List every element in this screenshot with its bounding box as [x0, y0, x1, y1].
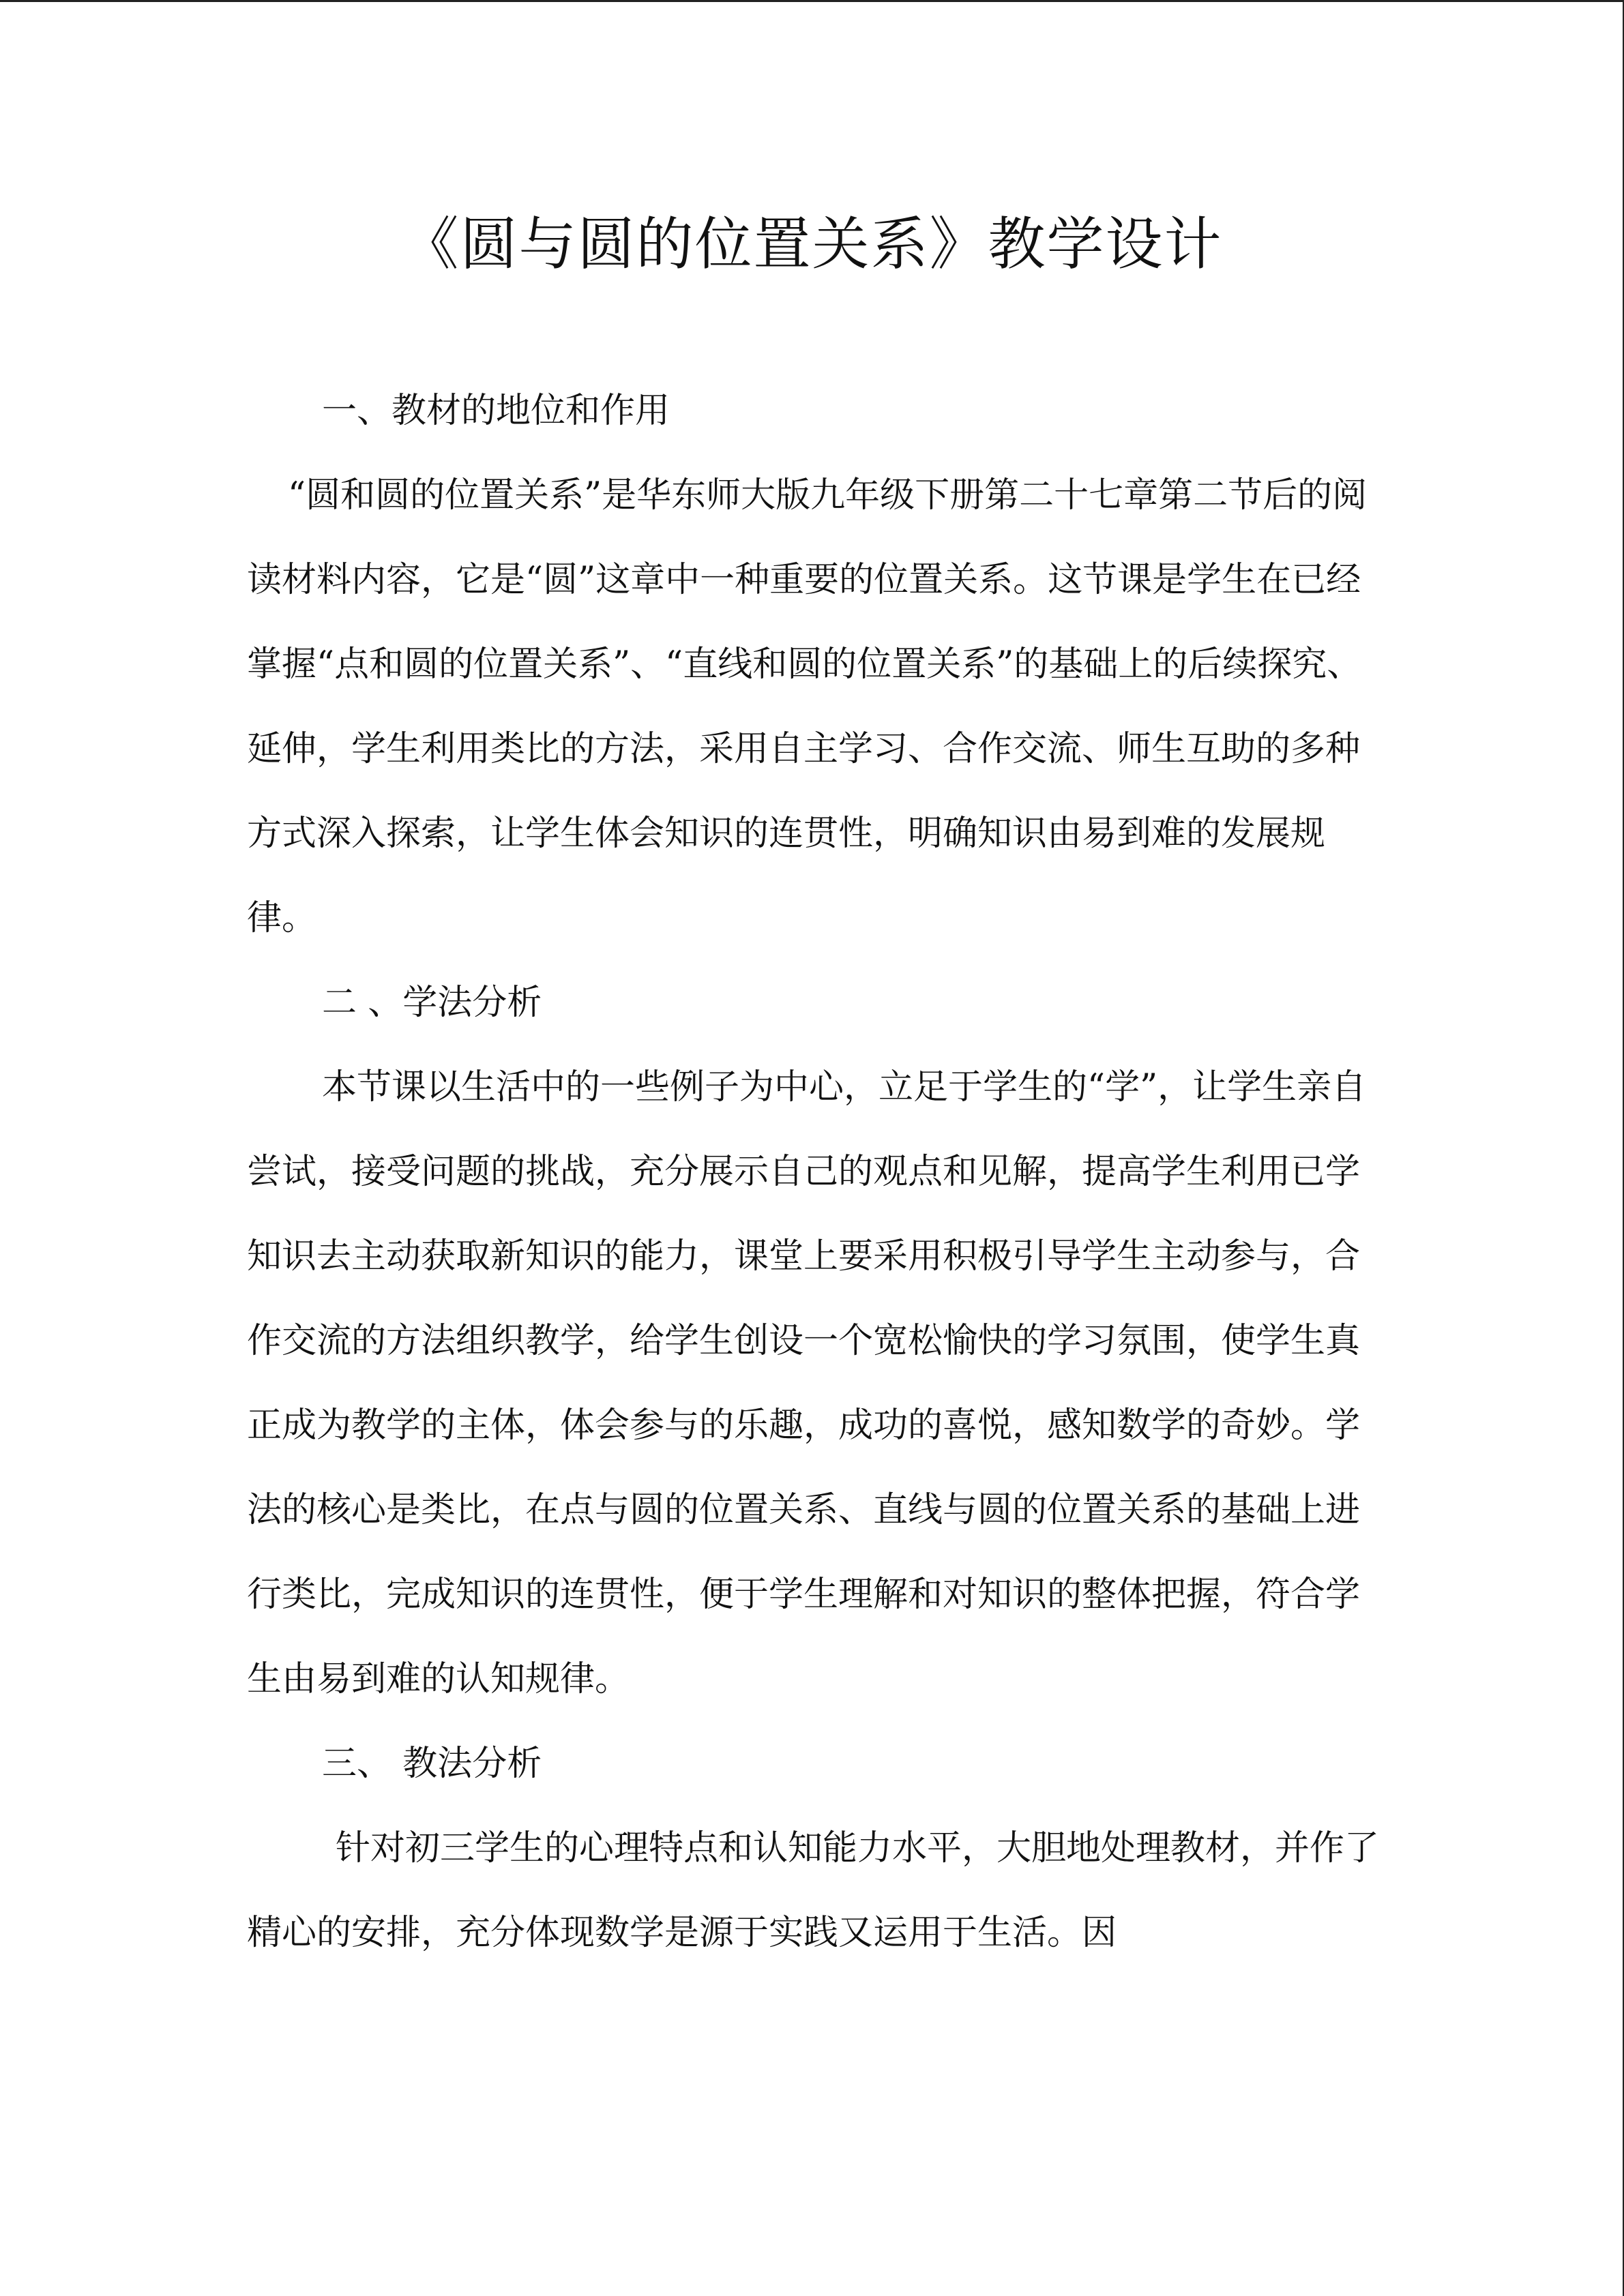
section-paragraph-2: 本节课以生活中的一些例子为中心，立足于学生的“学”，让学生亲自尝试，接受问题的挑战，充分展示自己的观点和见解，提高学生利用已学知识去主动获取新知识的能力，课堂上要采用积极引导学生主动参与，合作交流的方法组织教学，给学生创设一个宽松愉快的学习氛围，使学生真正成为教学的主体，体会参与的乐趣，成功的喜悦，感知数学的奇妙。学法的核心是类比，在点与圆的位置关系、直线与圆的位置关系的基础上进行类比，完成知识的连贯性，便于学生理解和对知识的整体把握，符合学生由易到难的认知规律。	[247, 1067, 1367, 1699]
document-body	[247, 369, 1379, 1976]
section-heading-1: 一、教材的地位和作用	[322, 391, 670, 431]
section-heading-2: 二 、学法分析	[322, 983, 542, 1023]
section-paragraph-3: 针对初三学生的心理特点和认知能力水平，大胆地处理教材，并作了精心的安排，充分体现数学是源于实践又运用于生活。因	[247, 1828, 1380, 1953]
section-paragraph-1: “圆和圆的位置关系”是华东师大版九年级下册第二十七章第二节后的阅读材料内容，它是“圆”这章中一种重要的位置关系。这节课是学生在已经掌握“点和圆的位置关系”、“直线和圆的位置关系”的基础上的后续探究、延伸，学生利用类比的方法，采用自主学习、合作交流、师生互助的多种方式深入探索，让学生体会知识的连贯性，明确知识由易到难的发展规律。	[247, 475, 1368, 938]
section-heading-3: 三、 教法分析	[322, 1744, 542, 1784]
document-title: 《圆与圆的位置关系》教学设计	[401, 211, 1223, 278]
